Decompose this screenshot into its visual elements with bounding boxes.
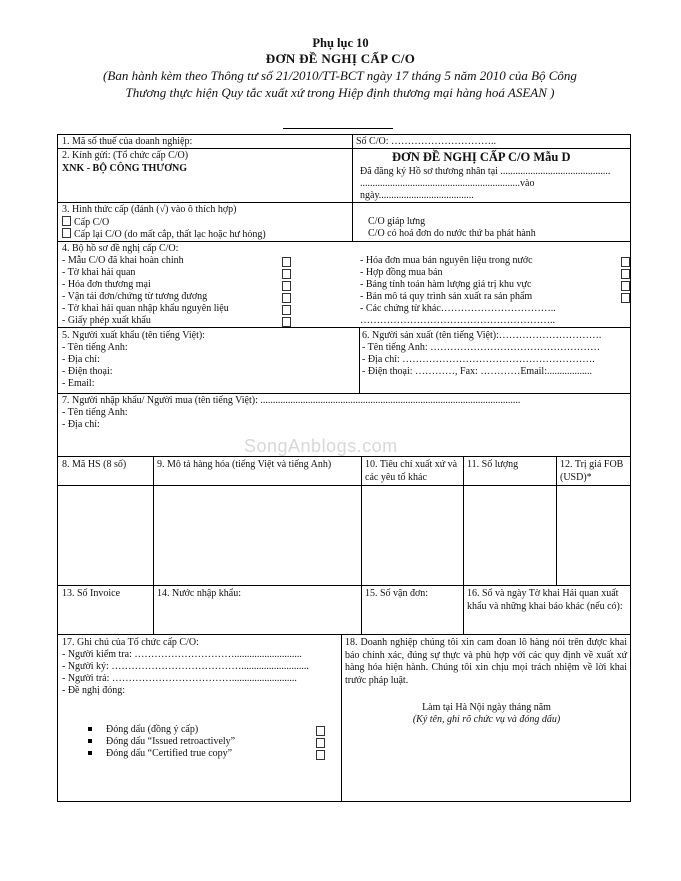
checkbox[interactable] <box>282 257 291 267</box>
producer-label[interactable]: 6. Người sản xuất (tên tiếng Việt):…………………………. <box>362 330 602 341</box>
col-fob-value: 12. Trị giá FOB (USD)* <box>560 459 624 483</box>
exporter-label: 5. Người xuất khẩu (tên tiếng Việt): <box>62 330 205 341</box>
stamp-option-label: Đóng dấu “Certified true copy” <box>106 748 233 759</box>
inspector-line[interactable]: - Người kiểm tra: …………………………........................... <box>62 649 302 660</box>
checkbox[interactable] <box>621 269 630 279</box>
checkbox[interactable] <box>62 228 71 238</box>
co-number-field[interactable]: Số C/O: ………………………….. <box>356 136 497 147</box>
checkbox[interactable] <box>282 269 291 279</box>
checkbox[interactable] <box>282 305 291 315</box>
divider <box>359 327 360 393</box>
dossier-item: - Vận tải đơn/chứng từ tương đương <box>62 291 208 302</box>
import-country-label: 14. Nước nhập khẩu: <box>157 588 242 599</box>
divider <box>58 585 630 586</box>
checkbox[interactable] <box>282 281 291 291</box>
col-goods-description: 9. Mô tả hàng hóa (tiếng Việt và tiếng Anh) <box>157 459 332 470</box>
checkbox[interactable] <box>316 726 325 736</box>
stamp-request-label: - Đề nghị đóng: <box>62 685 126 696</box>
registration-line[interactable]: ................................................................vào <box>360 178 535 189</box>
producer-contact[interactable]: - Điện thoại: …………, Fax: …………Email:.................. <box>362 366 592 377</box>
checkbox[interactable] <box>621 293 630 303</box>
dossier-item: - Hóa đơn thương mại <box>62 279 151 290</box>
stamp-option[interactable] <box>62 736 235 749</box>
exporter-english-name[interactable]: - Tên tiếng Anh: <box>62 342 128 353</box>
bill-of-lading-label: 15. Số vận đơn: <box>365 588 429 599</box>
signature-instruction: (Ký tên, ghi rõ chức vụ và đóng dấu) <box>412 714 561 725</box>
divider <box>352 135 353 241</box>
exporter-email[interactable]: - Email: <box>62 378 95 389</box>
issuance-type-label: 3. Hình thức cấp (đánh (√) vào ô thích hợp) <box>62 204 237 215</box>
divider <box>58 485 630 486</box>
watermark: SongAnblogs.com <box>244 436 398 456</box>
checkbox[interactable] <box>282 317 291 327</box>
bullet-icon <box>88 739 92 743</box>
dossier-item: - Bản mô tả quy trình sản xuất ra sản phẩm <box>360 291 533 302</box>
registration-date[interactable]: ngày...................................... <box>360 190 474 201</box>
checkbox[interactable] <box>282 293 291 303</box>
page-subtitle: (Ban hành kèm theo Thông tư số 21/2010/TT-BCT ngày 17 tháng 5 năm 2010 của Bộ Công Thương thực hiện Quy tắc xuất xứ trong Hiệp định thương mại hàng hoá ASEAN ) <box>103 68 577 100</box>
tax-code-label: 1. Mã số thuế của doanh nghiệp: <box>62 136 193 147</box>
co-application-form <box>57 134 631 802</box>
divider <box>361 456 362 634</box>
invoice-number-label: 13. Số Invoice <box>62 588 121 599</box>
divider <box>153 456 154 634</box>
producer-english-name[interactable]: - Tên tiếng Anh: …………………………………………… <box>362 342 601 353</box>
option-back-to-back[interactable]: C/O giáp lưng <box>368 216 426 227</box>
option-reissue-co[interactable] <box>62 228 266 242</box>
importer-english-name[interactable]: - Tên tiếng Anh: <box>62 407 128 418</box>
divider <box>58 202 630 203</box>
bullet-icon <box>88 751 92 755</box>
col-hs-code: 8. Mã HS (8 số) <box>62 459 127 470</box>
dossier-item: - Hợp đồng mua bán <box>360 267 443 278</box>
dossier-item: - Mẫu C/O đã khai hoàn chỉnh <box>62 255 184 266</box>
dossier-item: - Bảng tính toán hàm lượng giá trị khu vực <box>360 279 532 290</box>
customs-declaration-label: 16. Số và ngày Tờ khai Hải quan xuất khẩu và những khai báo khác (nếu có): <box>467 588 623 612</box>
checkbox[interactable] <box>316 738 325 748</box>
page-title: ĐƠN ĐỀ NGHỊ CẤP C/O <box>265 51 416 66</box>
divider <box>58 393 630 394</box>
exporter-address[interactable]: - Địa chỉ: <box>62 354 100 365</box>
returner-line[interactable]: - Người trả: ……………………………….......................... <box>62 673 297 684</box>
producer-address[interactable]: - Địa chỉ: …………………………………………………. <box>362 354 595 365</box>
registration-line[interactable]: Đã đăng ký Hồ sơ thương nhân tại ............................................ <box>360 166 611 177</box>
col-origin-criteria: 10. Tiêu chí xuất xứ và các yêu tố khác <box>365 459 458 483</box>
stamp-option[interactable] <box>62 724 198 737</box>
importer-label[interactable]: 7. Người nhập khẩu/ Người mua (tên tiếng Việt): ........................................................................................................ <box>62 395 521 406</box>
importer-address[interactable]: - Địa chỉ: <box>62 419 100 430</box>
checkbox[interactable] <box>62 216 71 226</box>
divider <box>463 456 464 634</box>
form-d-title: ĐƠN ĐỀ NGHỊ CẤP C/O Mẫu D <box>392 150 571 164</box>
option-third-party-invoice[interactable]: C/O có hoá đơn do nước thứ ba phát hành <box>368 228 536 239</box>
checkbox[interactable] <box>316 750 325 760</box>
checkbox[interactable] <box>621 281 630 291</box>
divider <box>556 456 557 585</box>
dossier-item: - Hóa đơn mua bán nguyên liệu trong nước <box>360 255 533 266</box>
signing-place-date: Làm tại Hà Nội ngày tháng năm <box>422 702 551 713</box>
declaration-text: 18. Doanh nghiệp chúng tôi xin cam đoan lô hàng nói trên được khai báo chính xác, đúng sự thực và phù hợp với các quy định về xuất xứ hàng hóa hiện hành. Chúng tôi xin chịu mọi trách nhiệm về lời khai trước pháp luật. <box>345 637 627 686</box>
recipient-value: XNK - BỘ CÔNG THƯƠNG <box>62 163 188 174</box>
title-underline <box>283 128 393 129</box>
dossier-item: - Giấy phép xuất khẩu <box>62 315 151 326</box>
recipient-label: 2. Kính gửi: (Tổ chức cấp C/O) <box>62 150 189 161</box>
dossier-item[interactable]: - Các chứng từ khác…………………………….. <box>360 303 556 314</box>
dossier-label: 4. Bộ hồ sơ đề nghị cấp C/O: <box>62 243 179 254</box>
stamp-option-label: Đóng dấu “Issued retroactively” <box>106 736 236 747</box>
stamp-option[interactable] <box>62 748 232 761</box>
checkbox[interactable] <box>621 257 630 267</box>
exporter-phone[interactable]: - Điện thoại: <box>62 366 113 377</box>
signer-line[interactable]: - Người ký: …………………………………........................... <box>62 661 309 672</box>
issuer-notes-label: 17. Ghi chú của Tổ chức cấp C/O: <box>62 637 199 648</box>
stamp-option-label: Đóng dấu (đồng ý cấp) <box>106 724 199 735</box>
dossier-item: - Tờ khai hải quan nhập khẩu nguyên liệu <box>62 303 229 314</box>
appendix-label: Phụ lục 10 <box>312 36 369 50</box>
option-label: Cấp C/O <box>74 217 110 228</box>
bullet-icon <box>88 727 92 731</box>
option-label: Cấp lại C/O (do mất cắp, thất lạc hoặc hư hỏng) <box>74 229 266 240</box>
col-quantity: 11. Số lượng <box>467 459 519 470</box>
dossier-item: - Tờ khai hải quan <box>62 267 136 278</box>
divider <box>58 634 630 635</box>
dossier-item[interactable]: ………………………………………………….. <box>360 315 555 326</box>
